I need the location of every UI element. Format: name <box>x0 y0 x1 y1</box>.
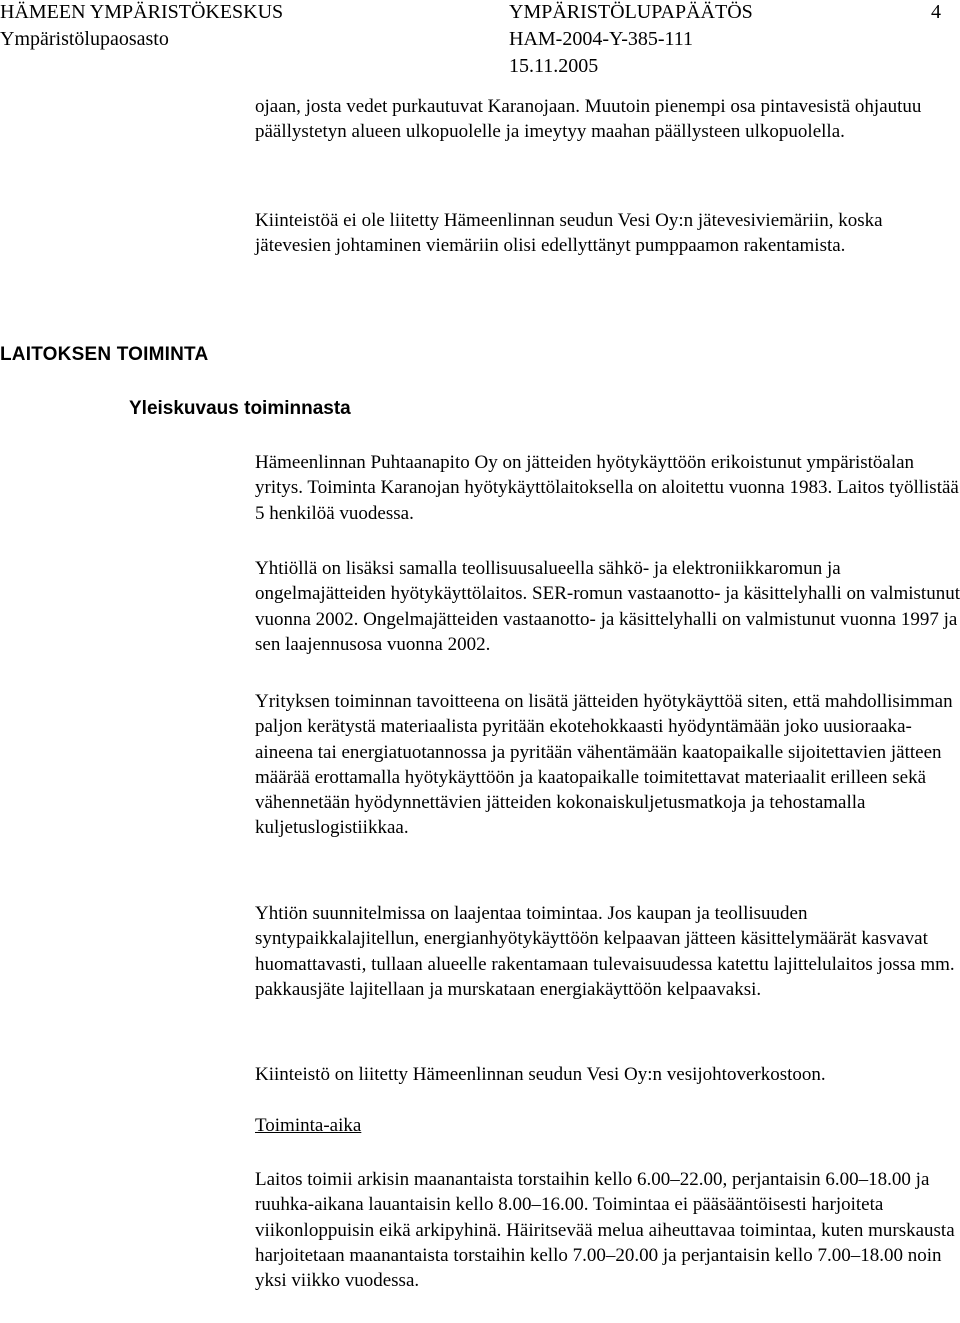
header-case-number: HAM-2004-Y-385-111 <box>509 28 694 50</box>
paragraph-other-facilities: Yhtiöllä on lisäksi samalla teollisuusalueella sähkö- ja elektroniikkaromun ja ongelmajätteiden hyötykäyttölaitos. SER-romun vastaanotto- ja käsittelyhalli on valmistunut vuonna 2002. Ongelmajätteiden vastaanotto- ja käsittelyhalli on valmistunut vuonna 1997 ja sen laajennusosa vuonna 2002. <box>255 558 960 655</box>
page-number: 4 <box>931 1 941 23</box>
paragraph-water-supply: Kiinteistö on liitetty Hämeenlinnan seudun Vesi Oy:n vesijohtoverkostoon. <box>255 1064 826 1085</box>
paragraph-sewer-connection: Kiinteistöä ei ole liitetty Hämeenlinnan seudun Vesi Oy:n jätevesiviemäriin, koska jätevesien johtaminen viemäriin olisi edellyttänyt pumppaamon rakentamista. <box>255 210 883 257</box>
paragraph-company-goals: Yrityksen toiminnan tavoitteena on lisätä jätteiden hyötykäyttöä siten, että mahdollisimman paljon kerätystä materiaalista pyritään ekotehokkaasti hyödyntämään joko uusioraaka-aineena tai energiatuotannossa ja pyritään vähentämään kaatopaikalle sijoitettavien jätteen määrää erottamalla hyötykäyttöön ja kaatopaikalle toimitettavat materiaalit erilleen sekä vähennetään hyödynnettävien jätteiden kokonaiskuljetusmatkoja ja tehostamalla kuljetuslogistiikkaa. <box>255 691 953 839</box>
sub-heading-overview: Yleiskuvaus toiminnasta <box>129 398 351 419</box>
paragraph-expansion-plans: Yhtiön suunnitelmissa on laajentaa toimintaa. Jos kaupan ja teollisuuden syntypaikkalajitellun, energianhyötykäyttöön kelpaavan jätteen käsittelymäärät kasvavat huomattavasti, tullaan alueelle rakentamaan tulevaisuudessa katettu lajittelulaitos jossa mm. pakkausjäte lajitellaan ja murskataan energiakäyttöön kelpaavaksi. <box>255 903 955 1000</box>
header-document-type: YMPÄRISTÖLUPAPÄÄTÖS <box>509 1 753 23</box>
header-unit: Ympäristölupaosasto <box>0 28 169 50</box>
section-heading: LAITOKSEN TOIMINTA <box>0 344 209 365</box>
paragraph-surface-water: ojaan, josta vedet purkautuvat Karanojaan. Muutoin pienempi osa pintavesistä ohjautuu päällystetyn alueen ulkopuolelle ja imeytyy maahan päällysteen ulkopuolella. <box>255 96 922 143</box>
operating-hours-heading: Toiminta-aika <box>255 1115 362 1136</box>
header-organization: HÄMEEN YMPÄRISTÖKESKUS <box>0 1 284 23</box>
paragraph-company-intro: Hämeenlinnan Puhtaanapito Oy on jätteiden hyötykäyttöön erikoistunut ympäristöalan yritys. Toiminta Karanojan hyötykäyttölaitoksella on aloitettu vuonna 1983. Laitos työllistää 5 henkilöä vuodessa. <box>255 452 959 524</box>
paragraph-operating-hours: Laitos toimii arkisin maanantaista torstaihin kello 6.00–22.00, perjantaisin 6.00–18.00 ja ruuhka-aikana lauantaisin kello 8.00–16.00. Toimintaa ei pääsääntöisesti harjoiteta viikonloppuisin eikä arkipyhinä. Häiritsevää melua aiheuttavaa toimintaa, kuten murskausta harjoitetaan maanantaista torstaihin kello 7.00–20.00 ja perjantaisin kello 7.00–18.00 noin yksi viikko vuodessa. <box>255 1169 955 1292</box>
header-date: 15.11.2005 <box>509 55 599 77</box>
